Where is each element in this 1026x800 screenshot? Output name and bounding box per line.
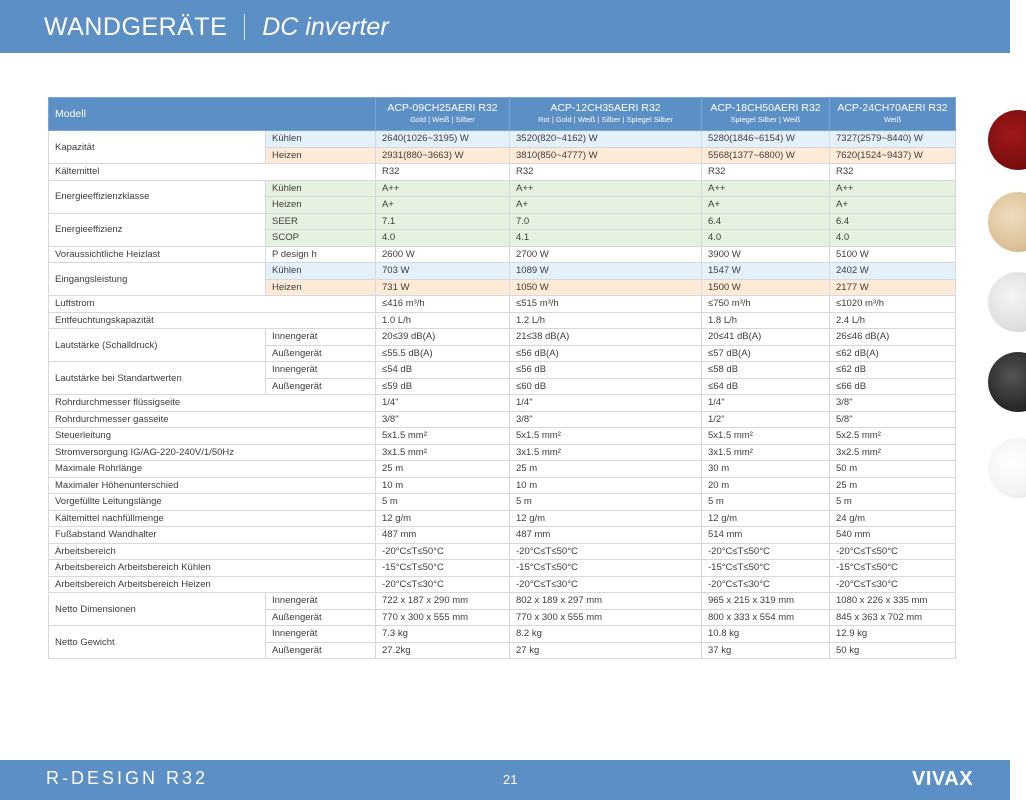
table-cell: 722 x 187 x 290 mm: [376, 593, 510, 610]
table-cell: A++: [510, 180, 702, 197]
table-cell: A+: [702, 197, 830, 214]
table-cell: 1.2 L/h: [510, 312, 702, 329]
row-label: Arbeitsbereich Arbeitsbereich Kühlen: [49, 560, 376, 577]
row-label: Voraussichtliche Heizlast: [49, 246, 266, 263]
row-sublabel: P design h: [266, 246, 376, 263]
table-cell: 4.0: [702, 230, 830, 247]
model-name: ACP-12CH35AERI R32: [550, 102, 661, 114]
table-cell: 3/8": [376, 411, 510, 428]
row-sublabel: Außengerät: [266, 642, 376, 659]
table-cell: -15°C≤T≤50°C: [830, 560, 956, 577]
table-cell: 800 x 333 x 554 mm: [702, 609, 830, 626]
header-title: [44, 9, 389, 45]
row-label: Maximale Rohrlänge: [49, 461, 376, 478]
table-row: [49, 527, 956, 544]
table-cell: 3/8": [830, 395, 956, 412]
table-cell: 30 m: [702, 461, 830, 478]
table-cell: 770 x 300 x 555 mm: [510, 609, 702, 626]
page-number: 21: [503, 772, 518, 787]
table-cell: 27 kg: [510, 642, 702, 659]
model-colors: Rot | Gold | Weiß | Silber | Spiegel Silber: [538, 115, 673, 124]
table-cell: 1500 W: [702, 279, 830, 296]
row-label: Entfeuchtungskapazität: [49, 312, 376, 329]
row-sublabel: Innengerät: [266, 329, 376, 346]
row-label: Stromversorgung IG/AG-220-240V/1/50Hz: [49, 444, 376, 461]
row-label: Energieeffizienzklasse: [49, 180, 266, 213]
table-cell: 770 x 300 x 555 mm: [376, 609, 510, 626]
table-cell: 4.1: [510, 230, 702, 247]
table-cell: 802 x 189 x 297 mm: [510, 593, 702, 610]
row-sublabel: Kühlen: [266, 263, 376, 280]
row-label: Steuerleitung: [49, 428, 376, 445]
row-label: Vorgefüllte Leitungslänge: [49, 494, 376, 511]
gold-swatch-icon: [988, 192, 1026, 252]
table-cell: ≤59 dB: [376, 378, 510, 395]
table-row: [49, 246, 956, 263]
black-swatch-icon: [988, 352, 1026, 412]
table-cell: ≤56 dB: [510, 362, 702, 379]
table-row: [49, 543, 956, 560]
table-cell: A+: [830, 197, 956, 214]
table-cell: -20°C≤T≤30°C: [702, 576, 830, 593]
row-sublabel: SEER: [266, 213, 376, 230]
model-column-header: [510, 98, 702, 131]
table-cell: 5100 W: [830, 246, 956, 263]
table-cell: 7.0: [510, 213, 702, 230]
table-cell: R32: [702, 164, 830, 181]
table-cell: 487 mm: [510, 527, 702, 544]
table-cell: ≤55.5 dB(A): [376, 345, 510, 362]
footer-bar: [0, 760, 1010, 800]
title-divider: [244, 14, 245, 40]
table-cell: -20°C≤T≤50°C: [702, 543, 830, 560]
model-header-label: Modell: [49, 98, 376, 131]
spec-table: [48, 97, 956, 659]
table-cell: ≤515 m³/h: [510, 296, 702, 313]
row-sublabel: Innengerät: [266, 626, 376, 643]
table-cell: 703 W: [376, 263, 510, 280]
table-cell: 1/4": [702, 395, 830, 412]
table-cell: -15°C≤T≤50°C: [376, 560, 510, 577]
vivax-logo: VIVAX: [912, 768, 974, 790]
table-cell: 5/8": [830, 411, 956, 428]
table-cell: 25 m: [376, 461, 510, 478]
row-label: Netto Gewicht: [49, 626, 266, 659]
model-name: ACP-09CH25AERI R32: [387, 102, 498, 114]
table-cell: -20°C≤T≤50°C: [830, 543, 956, 560]
table-row: [49, 560, 956, 577]
table-cell: 50 kg: [830, 642, 956, 659]
table-cell: 25 m: [510, 461, 702, 478]
table-cell: 1.0 L/h: [376, 312, 510, 329]
table-cell: ≤750 m³/h: [702, 296, 830, 313]
model-name: ACP-18CH50AERI R32: [710, 102, 821, 114]
table-cell: 7327(2579~8440) W: [830, 131, 956, 148]
row-label: Lautstärke bei Standartwerten: [49, 362, 266, 395]
table-cell: 20≤39 dB(A): [376, 329, 510, 346]
table-cell: ≤66 dB: [830, 378, 956, 395]
table-cell: 2700 W: [510, 246, 702, 263]
row-label: Rohrdurchmesser flüssigseite: [49, 395, 376, 412]
table-cell: 2.4 L/h: [830, 312, 956, 329]
model-name: ACP-24CH70AERI R32: [837, 102, 948, 114]
row-sublabel: Innengerät: [266, 593, 376, 610]
table-cell: 1/2": [702, 411, 830, 428]
row-label: Luftstrom: [49, 296, 376, 313]
table-cell: ≤64 dB: [702, 378, 830, 395]
row-sublabel: Heizen: [266, 197, 376, 214]
red-swatch-icon: [988, 110, 1026, 170]
row-label: Netto Dimensionen: [49, 593, 266, 626]
row-sublabel: SCOP: [266, 230, 376, 247]
model-column-header: [376, 98, 510, 131]
row-sublabel: Kühlen: [266, 180, 376, 197]
table-cell: 5280(1846~6154) W: [702, 131, 830, 148]
row-label: Lautstärke (Schalldruck): [49, 329, 266, 362]
table-cell: 6.4: [830, 213, 956, 230]
table-cell: 27.2kg: [376, 642, 510, 659]
page-title: WANDGERÄTE: [44, 12, 228, 41]
table-cell: 1547 W: [702, 263, 830, 280]
table-cell: 514 mm: [702, 527, 830, 544]
table-cell: 540 mm: [830, 527, 956, 544]
table-cell: 37 kg: [702, 642, 830, 659]
table-cell: -15°C≤T≤50°C: [702, 560, 830, 577]
row-sublabel: Heizen: [266, 279, 376, 296]
brand-logo-text: R-DESIGN R32: [46, 768, 209, 788]
table-row: [49, 444, 956, 461]
table-row: [49, 626, 956, 643]
table-cell: ≤62 dB(A): [830, 345, 956, 362]
table-row: [49, 180, 956, 197]
table-cell: 3/8": [510, 411, 702, 428]
table-cell: ≤416 m³/h: [376, 296, 510, 313]
table-row: [49, 131, 956, 148]
table-cell: ≤58 dB: [702, 362, 830, 379]
table-row: [49, 263, 956, 280]
table-cell: 5 m: [510, 494, 702, 511]
brand-logo-left: [46, 768, 208, 789]
table-cell: 2177 W: [830, 279, 956, 296]
table-cell: 5x1.5 mm²: [702, 428, 830, 445]
table-cell: 7620(1524~9437) W: [830, 147, 956, 164]
table-cell: -20°C≤T≤50°C: [510, 543, 702, 560]
table-row: [49, 428, 956, 445]
table-row: [49, 296, 956, 313]
row-sublabel: Außengerät: [266, 609, 376, 626]
table-cell: 1080 x 226 x 335 mm: [830, 593, 956, 610]
table-cell: A+: [510, 197, 702, 214]
table-cell: ≤54 dB: [376, 362, 510, 379]
table-cell: 10 m: [510, 477, 702, 494]
table-cell: 487 mm: [376, 527, 510, 544]
table-cell: 5 m: [376, 494, 510, 511]
table-cell: 845 x 363 x 702 mm: [830, 609, 956, 626]
table-row: [49, 164, 956, 181]
row-label: Kältemittel: [49, 164, 376, 181]
row-sublabel: Kühlen: [266, 131, 376, 148]
page-subtitle: DC inverter: [262, 12, 389, 41]
table-cell: A++: [830, 180, 956, 197]
row-sublabel: Außengerät: [266, 378, 376, 395]
row-sublabel: Innengerät: [266, 362, 376, 379]
table-cell: 4.0: [376, 230, 510, 247]
table-cell: 2402 W: [830, 263, 956, 280]
table-cell: 7.3 kg: [376, 626, 510, 643]
row-label: Kältemittel nachfüllmenge: [49, 510, 376, 527]
table-cell: 5x1.5 mm²: [376, 428, 510, 445]
table-row: [49, 411, 956, 428]
table-cell: R32: [376, 164, 510, 181]
table-row: [49, 593, 956, 610]
table-cell: R32: [830, 164, 956, 181]
row-label: Maximaler Höhenunterschied: [49, 477, 376, 494]
table-cell: -20°C≤T≤30°C: [830, 576, 956, 593]
table-cell: ≤60 dB: [510, 378, 702, 395]
table-cell: 21≤38 dB(A): [510, 329, 702, 346]
table-row: [49, 395, 956, 412]
table-cell: A++: [376, 180, 510, 197]
table-cell: 24 g/m: [830, 510, 956, 527]
table-row: [49, 461, 956, 478]
table-cell: ≤56 dB(A): [510, 345, 702, 362]
table-cell: 731 W: [376, 279, 510, 296]
silver-swatch-icon: [988, 272, 1026, 332]
table-cell: 3x2.5 mm²: [830, 444, 956, 461]
table-cell: 20≤41 dB(A): [702, 329, 830, 346]
table-cell: ≤62 dB: [830, 362, 956, 379]
model-column-header: [830, 98, 956, 131]
table-cell: 7.1: [376, 213, 510, 230]
table-cell: 3x1.5 mm²: [702, 444, 830, 461]
table-cell: ≤57 dB(A): [702, 345, 830, 362]
table-cell: 5568(1377~6800) W: [702, 147, 830, 164]
table-cell: 5x2.5 mm²: [830, 428, 956, 445]
table-cell: 12.9 kg: [830, 626, 956, 643]
table-cell: 5 m: [830, 494, 956, 511]
model-column-header: [702, 98, 830, 131]
table-cell: 2600 W: [376, 246, 510, 263]
row-label: Rohrdurchmesser gasseite: [49, 411, 376, 428]
table-cell: 4.0: [830, 230, 956, 247]
table-row: [49, 312, 956, 329]
table-cell: 2640(1026~3195) W: [376, 131, 510, 148]
table-cell: 12 g/m: [510, 510, 702, 527]
row-sublabel: Außengerät: [266, 345, 376, 362]
table-cell: 50 m: [830, 461, 956, 478]
table-cell: 26≤46 dB(A): [830, 329, 956, 346]
table-cell: 25 m: [830, 477, 956, 494]
table-cell: 1.8 L/h: [702, 312, 830, 329]
table-cell: -15°C≤T≤50°C: [510, 560, 702, 577]
row-label: Kapazität: [49, 131, 266, 164]
table-cell: -20°C≤T≤50°C: [376, 543, 510, 560]
table-cell: 12 g/m: [376, 510, 510, 527]
table-cell: 1050 W: [510, 279, 702, 296]
row-label: Arbeitsbereich Arbeitsbereich Heizen: [49, 576, 376, 593]
table-cell: 10.8 kg: [702, 626, 830, 643]
table-cell: 3900 W: [702, 246, 830, 263]
table-row: [49, 362, 956, 379]
table-row: [49, 494, 956, 511]
table-cell: 3x1.5 mm²: [510, 444, 702, 461]
model-colors: Gold | Weiß | Silber: [410, 115, 475, 124]
row-label: Energieeffizienz: [49, 213, 266, 246]
row-label: Eingangsleistung: [49, 263, 266, 296]
model-colors: Spiegel Silber | Weiß: [730, 115, 801, 124]
table-cell: 20 m: [702, 477, 830, 494]
table-cell: 8.2 kg: [510, 626, 702, 643]
table-row: [49, 477, 956, 494]
table-cell: -20°C≤T≤30°C: [510, 576, 702, 593]
table-cell: R32: [510, 164, 702, 181]
table-cell: A+: [376, 197, 510, 214]
table-header-row: [49, 98, 956, 131]
white-swatch-icon: [988, 438, 1026, 498]
table-cell: 1/4": [510, 395, 702, 412]
row-label: Fußabstand Wandhalter: [49, 527, 376, 544]
table-cell: -20°C≤T≤30°C: [376, 576, 510, 593]
table-row: [49, 576, 956, 593]
table-cell: 6.4: [702, 213, 830, 230]
table-cell: 5 m: [702, 494, 830, 511]
model-colors: Weiß: [883, 115, 902, 124]
row-label: Arbeitsbereich: [49, 543, 376, 560]
table-row: [49, 329, 956, 346]
table-cell: A++: [702, 180, 830, 197]
table-cell: 2931(880~3663) W: [376, 147, 510, 164]
table-cell: 3810(850~4777) W: [510, 147, 702, 164]
row-sublabel: Heizen: [266, 147, 376, 164]
table-cell: 3520(820~4162) W: [510, 131, 702, 148]
table-cell: 12 g/m: [702, 510, 830, 527]
table-cell: 1089 W: [510, 263, 702, 280]
table-cell: 5x1.5 mm²: [510, 428, 702, 445]
table-cell: 1/4": [376, 395, 510, 412]
table-cell: 965 x 215 x 319 mm: [702, 593, 830, 610]
table-row: [49, 510, 956, 527]
header-bar: [0, 0, 1010, 53]
table-cell: 3x1.5 mm²: [376, 444, 510, 461]
table-cell: 10 m: [376, 477, 510, 494]
table-cell: ≤1020 m³/h: [830, 296, 956, 313]
table-row: [49, 213, 956, 230]
